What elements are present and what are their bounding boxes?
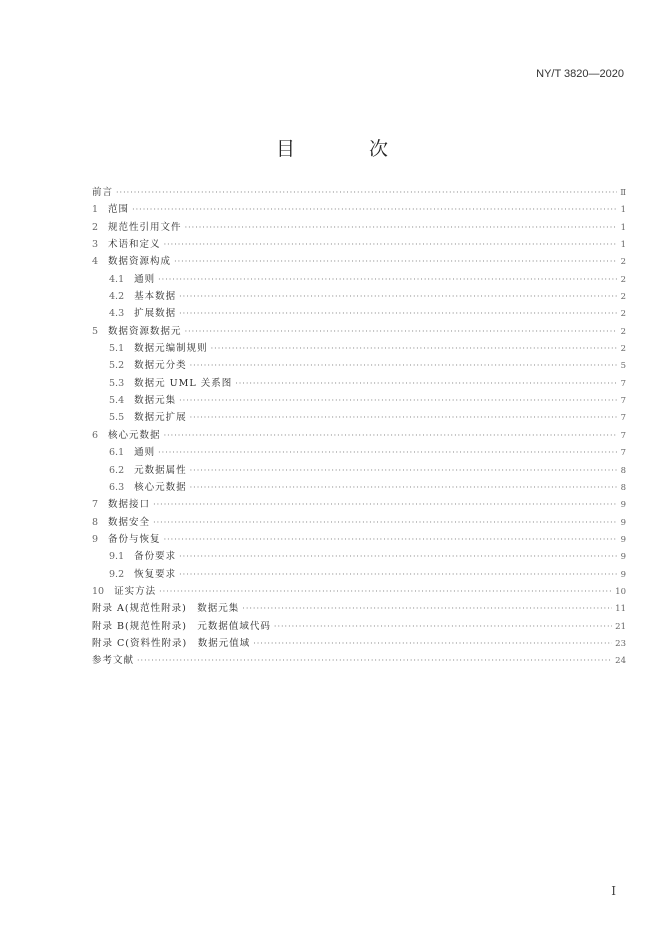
toc-entry-page: 2 [620,274,626,285]
toc-entry-label: 元数据属性 [134,464,187,476]
toc-entry-number: 6.2 [109,464,125,476]
toc-entry-page: 2 [620,292,626,303]
toc-entry[interactable] [92,271,626,288]
toc-entry-page: 11 [615,604,626,615]
toc-leader-dots [179,392,617,409]
toc-entry-label: 恢复要求 [134,568,177,580]
toc-leader-dots [116,184,617,201]
toc-entry-label: 数据元集 [134,395,177,407]
toc-entry[interactable] [92,462,626,479]
toc-entry-number: 9 [92,533,99,545]
toc-entry[interactable] [92,514,626,531]
toc-entry-label: 附录 B(规范性附录) 元数据值域代码 [92,620,271,632]
toc-entry-page: 2 [620,344,626,355]
toc-entry[interactable] [92,652,626,669]
toc-entry-label: 数据安全 [108,516,151,528]
toc-entry-number: 2 [92,221,99,233]
toc-leader-dots [190,357,617,374]
toc-entry-page: 5 [620,361,626,372]
toc-entry-page: 1 [620,205,626,216]
toc-leader-dots [190,479,617,496]
toc-entry-number: 10 [92,585,105,597]
toc-leader-dots [179,548,617,565]
toc-leader-dots [158,444,617,461]
toc-entry[interactable] [92,427,626,444]
toc-entry-page: 7 [620,448,626,459]
toc-entry-number: 4.3 [109,308,125,320]
table-of-contents [92,184,626,670]
toc-entry-number: 9.2 [109,568,125,580]
toc-entry[interactable] [92,531,626,548]
toc-leader-dots [164,427,617,444]
toc-entry-page: 23 [615,638,626,649]
toc-leader-dots [274,618,612,635]
toc-entry-number: 6.1 [109,447,125,459]
toc-entry[interactable] [92,375,626,392]
toc-entry-page: 8 [620,465,626,476]
toc-entry[interactable] [92,201,626,218]
toc-entry-number: 3 [92,239,99,251]
toc-entry-label: 术语和定义 [108,239,161,251]
toc-entry-label: 核心元数据 [108,429,161,441]
toc-entry-page: 1 [620,222,626,233]
toc-entry-label: 备份要求 [134,551,177,563]
toc-leader-dots [153,496,617,513]
toc-entry-number: 1 [92,204,99,216]
toc-entry-page: 2 [620,326,626,337]
toc-entry-number: 5 [92,325,99,337]
toc-leader-dots [185,219,617,236]
toc-leader-dots [137,652,612,669]
toc-entry[interactable] [92,600,626,617]
toc-entry-page: 7 [620,396,626,407]
toc-entry-label: 基本数据 [134,291,177,303]
toc-leader-dots [185,323,617,340]
toc-entry[interactable] [92,357,626,374]
toc-entry-label: 规范性引用文件 [108,221,182,233]
toc-entry[interactable] [92,409,626,426]
toc-entry-page: 2 [620,309,626,320]
toc-entry[interactable] [92,392,626,409]
toc-entry[interactable] [92,635,626,652]
toc-entry-label: 核心元数据 [134,481,187,493]
toc-entry-number: 5.5 [109,412,125,424]
toc-entry-label: 数据元编制规则 [134,343,208,355]
toc-entry-page: 9 [620,552,626,563]
toc-leader-dots [179,288,617,305]
toc-entry-page: 9 [620,534,626,545]
toc-entry[interactable] [92,583,626,600]
toc-entry-number: 4.1 [109,273,125,285]
toc-leader-dots [242,600,612,617]
toc-leader-dots [153,514,617,531]
toc-entry-label: 通则 [134,273,156,285]
toc-leader-dots [159,583,612,600]
toc-entry-number: 7 [92,499,99,511]
toc-leader-dots [179,305,617,322]
toc-leader-dots [253,635,612,652]
toc-entry[interactable] [92,253,626,270]
toc-entry-page: 8 [620,482,626,493]
toc-leader-dots [211,340,617,357]
toc-entry-number: 6 [92,429,99,441]
toc-entry-label: 通则 [134,447,156,459]
toc-entry-page: 7 [620,378,626,389]
toc-entry-page: 10 [615,586,626,597]
toc-entry[interactable] [92,219,626,236]
standard-code: NY/T 3820—2020 [536,68,624,80]
toc-leader-dots [164,531,617,548]
toc-entry-label: 数据资源构成 [108,256,172,268]
toc-entry-label: 备份与恢复 [108,533,161,545]
toc-leader-dots [179,566,617,583]
toc-entry-number: 4 [92,256,99,268]
toc-entry[interactable] [92,305,626,322]
toc-entry-label: 数据接口 [108,499,151,511]
toc-leader-dots [190,409,617,426]
toc-entry[interactable] [92,566,626,583]
toc-entry[interactable] [92,444,626,461]
toc-entry-number: 5.1 [109,343,125,355]
toc-entry-page: 21 [615,621,626,632]
toc-entry-label: 证实方法 [114,585,157,597]
toc-entry[interactable] [92,340,626,357]
toc-entry[interactable] [92,184,626,201]
toc-entry-label: 数据元 UML 关系图 [134,377,233,389]
toc-entry-page: 9 [620,517,626,528]
page-title: 目 次 [275,138,423,160]
toc-leader-dots [158,271,617,288]
toc-entry-page: Ⅱ [620,188,626,198]
toc-entry[interactable] [92,323,626,340]
toc-entry-label: 数据元扩展 [134,412,187,424]
toc-entry-number: 9.1 [109,551,125,563]
toc-entry-page: 7 [620,430,626,441]
toc-entry-label: 数据资源数据元 [108,325,182,337]
toc-leader-dots [164,236,617,253]
toc-entry-page: 9 [620,569,626,580]
toc-entry-label: 附录 C(资料性附录) 数据元值域 [92,637,251,649]
toc-entry-number: 6.3 [109,481,125,493]
toc-entry[interactable] [92,236,626,253]
toc-entry-label: 参考文献 [92,655,135,667]
toc-leader-dots [235,375,617,392]
toc-entry-label: 数据元分类 [134,360,187,372]
page-number: I [611,884,616,898]
toc-leader-dots [174,253,617,270]
toc-entry-label: 前言 [92,187,114,198]
toc-entry-number: 4.2 [109,291,125,303]
toc-entry[interactable] [92,479,626,496]
toc-entry-page: 7 [620,413,626,424]
toc-entry-label: 扩展数据 [134,308,177,320]
toc-entry-number: 5.4 [109,395,125,407]
toc-entry[interactable] [92,548,626,565]
toc-entry-number: 5.3 [109,377,125,389]
toc-entry-number: 5.2 [109,360,125,372]
toc-entry-label: 附录 A(规范性附录) 数据元集 [92,603,240,615]
toc-entry-page: 1 [620,240,626,251]
toc-entry[interactable] [92,618,626,635]
toc-leader-dots [132,201,617,218]
toc-entry-page: 9 [620,500,626,511]
toc-entry[interactable] [92,496,626,513]
toc-entry-label: 范围 [108,204,130,216]
toc-entry-page: 24 [615,656,626,667]
toc-entry-page: 2 [620,257,626,268]
toc-entry[interactable] [92,288,626,305]
toc-entry-number: 8 [92,516,99,528]
toc-leader-dots [190,462,617,479]
